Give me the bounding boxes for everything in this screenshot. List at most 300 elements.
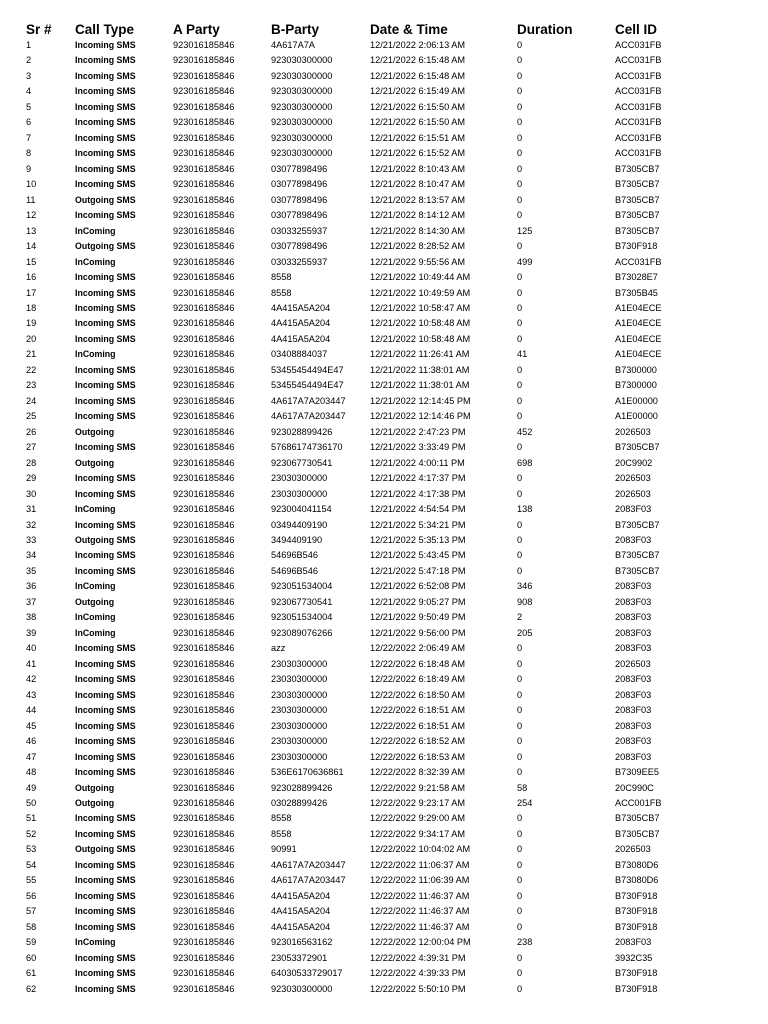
table-row xyxy=(26,610,725,625)
cell-duration: 0 xyxy=(517,859,523,870)
table-row xyxy=(26,440,725,455)
cell-call-type: Incoming SMS xyxy=(75,875,136,886)
cell-sr: 27 xyxy=(26,442,37,453)
cell-sr: 36 xyxy=(26,581,37,592)
cell-date-time: 12/22/2022 8:32:39 AM xyxy=(370,767,466,778)
cell-a-party: 923016185846 xyxy=(173,148,235,159)
cell-sr: 58 xyxy=(26,921,37,932)
cell-sr: 55 xyxy=(26,875,37,886)
cell-cell-id: ACC031FB xyxy=(615,40,662,50)
cell-duration: 0 xyxy=(517,194,523,205)
cell-duration: 0 xyxy=(517,519,523,530)
table-row xyxy=(26,131,725,146)
cell-b-party: 23030300000 xyxy=(271,658,328,669)
cell-cell-id: ACC001FB xyxy=(615,797,662,808)
table-row xyxy=(26,84,725,99)
cell-call-type: Incoming SMS xyxy=(75,411,136,422)
cell-date-time: 12/21/2022 4:17:38 PM xyxy=(370,488,466,499)
cell-duration: 0 xyxy=(517,921,523,932)
cell-sr: 10 xyxy=(26,179,37,190)
cell-date-time: 12/21/2022 10:58:48 AM xyxy=(370,318,471,329)
table-row xyxy=(26,873,725,888)
table-row xyxy=(26,750,725,765)
cell-duration: 0 xyxy=(517,689,523,700)
cell-sr: 59 xyxy=(26,937,37,948)
cell-date-time: 12/22/2022 9:29:00 AM xyxy=(370,813,466,824)
cell-cell-id: B730F918 xyxy=(615,890,658,901)
cell-call-type: InComing xyxy=(75,612,116,623)
cell-cell-id: B730F918 xyxy=(615,241,658,252)
cell-duration: 0 xyxy=(517,333,523,344)
table-row xyxy=(26,982,725,997)
cell-a-party: 923016185846 xyxy=(173,906,235,917)
cell-b-party: 536E6170636861 xyxy=(271,767,344,778)
cell-a-party: 923016185846 xyxy=(173,179,235,190)
cell-duration: 0 xyxy=(517,983,523,994)
cell-sr: 21 xyxy=(26,349,37,360)
cell-date-time: 12/22/2022 6:18:51 AM xyxy=(370,705,466,716)
cell-cell-id: B7305CB7 xyxy=(615,519,660,530)
table-row xyxy=(26,827,725,842)
header-row xyxy=(26,21,725,38)
cell-call-type: Incoming SMS xyxy=(75,287,136,298)
cell-sr: 56 xyxy=(26,890,37,901)
cell-date-time: 12/21/2022 4:00:11 PM xyxy=(370,457,465,468)
cell-cell-id: A1E04ECE xyxy=(615,302,662,313)
cell-a-party: 923016185846 xyxy=(173,519,235,530)
cell-call-type: Incoming SMS xyxy=(75,473,136,484)
cell-a-party: 923016185846 xyxy=(173,797,235,808)
cell-a-party: 923016185846 xyxy=(173,117,235,128)
cell-b-party: 923051534004 xyxy=(271,581,333,592)
cell-sr: 42 xyxy=(26,674,37,685)
cell-cell-id: B7305CB7 xyxy=(615,179,660,190)
cell-call-type: Incoming SMS xyxy=(75,906,136,917)
cell-call-type: Incoming SMS xyxy=(75,442,136,453)
cell-sr: 6 xyxy=(26,117,32,128)
cell-a-party: 923016185846 xyxy=(173,828,235,839)
call-records-table xyxy=(26,21,725,997)
cell-b-party: 53455454494E47 xyxy=(271,364,344,375)
header-sr: Sr # xyxy=(26,22,52,37)
cell-b-party: 64030533729017 xyxy=(271,968,343,979)
cell-sr: 22 xyxy=(26,364,37,375)
cell-call-type: Incoming SMS xyxy=(75,890,136,901)
table-row xyxy=(26,301,725,316)
cell-b-party: 923030300000 xyxy=(271,101,333,112)
header-call-type: Call Type xyxy=(75,22,135,37)
cell-cell-id: B7305CB7 xyxy=(615,210,660,221)
cell-cell-id: 2083F03 xyxy=(615,627,652,638)
table-row xyxy=(26,966,725,981)
cell-cell-id: 20C9902 xyxy=(615,457,653,468)
cell-b-party: 03028899426 xyxy=(271,797,328,808)
cell-call-type: InComing xyxy=(75,225,116,236)
cell-a-party: 923016185846 xyxy=(173,364,235,375)
cell-sr: 23 xyxy=(26,380,37,391)
cell-cell-id: B730F918 xyxy=(615,906,658,917)
cell-date-time: 12/22/2022 6:18:50 AM xyxy=(370,689,466,700)
cell-call-type: InComing xyxy=(75,349,116,360)
cell-call-type: Incoming SMS xyxy=(75,767,136,778)
table-row xyxy=(26,548,725,563)
cell-cell-id: B7300000 xyxy=(615,380,657,391)
table-row xyxy=(26,595,725,610)
cell-cell-id: 2083F03 xyxy=(615,596,652,607)
cell-duration: 0 xyxy=(517,643,523,654)
cell-date-time: 12/21/2022 9:50:49 PM xyxy=(370,612,466,623)
cell-date-time: 12/21/2022 10:58:48 AM xyxy=(370,333,471,344)
cell-duration: 0 xyxy=(517,117,523,128)
cell-b-party: 4A617A7A xyxy=(271,40,315,50)
cell-sr: 44 xyxy=(26,705,37,716)
header-date-time: Date & Time xyxy=(370,22,448,37)
header-b-party: B-Party xyxy=(271,22,320,37)
cell-date-time: 12/22/2022 5:50:10 PM xyxy=(370,983,466,994)
cell-sr: 50 xyxy=(26,797,37,808)
table-row xyxy=(26,920,725,935)
cell-call-type: Incoming SMS xyxy=(75,550,136,561)
cell-cell-id: 20C990C xyxy=(615,782,654,793)
cell-duration: 0 xyxy=(517,875,523,886)
cell-call-type: Incoming SMS xyxy=(75,705,136,716)
cell-cell-id: 2026503 xyxy=(615,844,651,855)
cell-call-type: InComing xyxy=(75,504,116,515)
cell-duration: 2 xyxy=(517,612,523,623)
table-row xyxy=(26,781,725,796)
table-row xyxy=(26,564,725,579)
cell-date-time: 12/22/2022 12:00:04 PM xyxy=(370,937,471,948)
cell-duration: 0 xyxy=(517,906,523,917)
table-row xyxy=(26,811,725,826)
cell-duration: 0 xyxy=(517,132,523,143)
cell-call-type: Incoming SMS xyxy=(75,828,136,839)
cell-duration: 0 xyxy=(517,952,523,963)
cell-cell-id: B73028E7 xyxy=(615,272,658,283)
cell-duration: 0 xyxy=(517,968,523,979)
cell-cell-id: B7305CB7 xyxy=(615,163,660,174)
cell-a-party: 923016185846 xyxy=(173,674,235,685)
cell-call-type: Incoming SMS xyxy=(75,720,136,731)
cell-date-time: 12/21/2022 10:49:59 AM xyxy=(370,287,471,298)
cell-call-type: Incoming SMS xyxy=(75,86,136,97)
cell-call-type: Incoming SMS xyxy=(75,859,136,870)
table-row xyxy=(26,270,725,285)
cell-sr: 34 xyxy=(26,550,37,561)
cell-a-party: 923016185846 xyxy=(173,844,235,855)
cell-cell-id: ACC031FB xyxy=(615,148,662,159)
cell-date-time: 12/22/2022 11:06:39 AM xyxy=(370,875,470,886)
table-row xyxy=(26,239,725,254)
cell-cell-id: 2026503 xyxy=(615,658,651,669)
cell-b-party: 923030300000 xyxy=(271,70,333,81)
cell-call-type: Incoming SMS xyxy=(75,117,136,128)
cell-b-party: 23030300000 xyxy=(271,751,328,762)
cell-duration: 0 xyxy=(517,828,523,839)
cell-b-party: 23030300000 xyxy=(271,720,328,731)
cell-b-party: 23030300000 xyxy=(271,674,328,685)
cell-a-party: 923016185846 xyxy=(173,333,235,344)
cell-call-type: Incoming SMS xyxy=(75,272,136,283)
cell-b-party: 03408884037 xyxy=(271,349,328,360)
cell-call-type: Incoming SMS xyxy=(75,952,136,963)
cell-cell-id: 2083F03 xyxy=(615,535,652,545)
cell-cell-id: 2083F03 xyxy=(615,504,652,515)
cell-sr: 61 xyxy=(26,968,37,979)
cell-date-time: 12/22/2022 11:46:37 AM xyxy=(370,921,470,932)
table-row xyxy=(26,487,725,502)
cell-a-party: 923016185846 xyxy=(173,411,235,422)
cell-call-type: Outgoing SMS xyxy=(75,535,136,545)
cell-b-party: 23030300000 xyxy=(271,736,328,747)
cell-a-party: 923016185846 xyxy=(173,86,235,97)
cell-duration: 58 xyxy=(517,782,528,793)
cell-b-party: 923051534004 xyxy=(271,612,333,623)
cell-sr: 3 xyxy=(26,70,32,81)
cell-b-party: 4A415A5A204 xyxy=(271,302,331,313)
table-row xyxy=(26,69,725,84)
cell-sr: 9 xyxy=(26,163,32,174)
cell-duration: 0 xyxy=(517,550,523,561)
cell-sr: 16 xyxy=(26,272,37,283)
cell-sr: 60 xyxy=(26,952,37,963)
table-row xyxy=(26,672,725,687)
table-row xyxy=(26,641,725,656)
cell-b-party: 03033255937 xyxy=(271,225,328,236)
table-row xyxy=(26,579,725,594)
cell-cell-id: B730F918 xyxy=(615,983,658,994)
cell-sr: 5 xyxy=(26,101,32,112)
cell-b-party: 923030300000 xyxy=(271,86,333,97)
table-row xyxy=(26,425,725,440)
cell-date-time: 12/22/2022 4:39:33 PM xyxy=(370,968,466,979)
cell-duration: 0 xyxy=(517,272,523,283)
cell-a-party: 923016185846 xyxy=(173,596,235,607)
call-records-page xyxy=(26,21,746,997)
cell-duration: 0 xyxy=(517,101,523,112)
cell-date-time: 12/21/2022 6:15:51 AM xyxy=(370,132,466,143)
cell-sr: 62 xyxy=(26,983,37,994)
cell-cell-id: ACC031FB xyxy=(615,86,662,97)
cell-cell-id: B7305CB7 xyxy=(615,442,660,453)
cell-date-time: 12/21/2022 2:06:13 AM xyxy=(370,40,466,50)
cell-call-type: Outgoing SMS xyxy=(75,194,136,205)
table-row xyxy=(26,471,725,486)
cell-a-party: 923016185846 xyxy=(173,225,235,236)
cell-sr: 13 xyxy=(26,225,37,236)
cell-b-party: 23030300000 xyxy=(271,488,328,499)
cell-b-party: 90991 xyxy=(271,844,297,855)
cell-sr: 18 xyxy=(26,302,37,313)
cell-sr: 51 xyxy=(26,813,37,824)
cell-duration: 0 xyxy=(517,163,523,174)
cell-b-party: 23030300000 xyxy=(271,689,328,700)
cell-cell-id: ACC031FB xyxy=(615,101,662,112)
cell-cell-id: ACC031FB xyxy=(615,117,662,128)
cell-a-party: 923016185846 xyxy=(173,287,235,298)
cell-duration: 138 xyxy=(517,504,533,515)
cell-date-time: 12/21/2022 8:13:57 AM xyxy=(370,194,466,205)
cell-call-type: Incoming SMS xyxy=(75,55,136,66)
cell-a-party: 923016185846 xyxy=(173,921,235,932)
cell-date-time: 12/21/2022 6:15:48 AM xyxy=(370,55,466,66)
cell-sr: 52 xyxy=(26,828,37,839)
cell-b-party: 923016563162 xyxy=(271,937,333,948)
table-row xyxy=(26,378,725,393)
cell-call-type: Incoming SMS xyxy=(75,364,136,375)
cell-date-time: 12/22/2022 11:46:37 AM xyxy=(370,906,470,917)
cell-a-party: 923016185846 xyxy=(173,968,235,979)
cell-cell-id: 2083F03 xyxy=(615,751,652,762)
table-row xyxy=(26,363,725,378)
table-row xyxy=(26,904,725,919)
cell-date-time: 12/21/2022 9:56:00 PM xyxy=(370,627,466,638)
cell-duration: 698 xyxy=(517,457,533,468)
cell-date-time: 12/21/2022 8:10:47 AM xyxy=(370,179,466,190)
cell-b-party: 923030300000 xyxy=(271,132,333,143)
cell-duration: 0 xyxy=(517,813,523,824)
cell-sr: 46 xyxy=(26,736,37,747)
cell-date-time: 12/21/2022 9:55:56 AM xyxy=(370,256,466,267)
cell-a-party: 923016185846 xyxy=(173,318,235,329)
cell-date-time: 12/21/2022 8:10:43 AM xyxy=(370,163,466,174)
cell-call-type: Incoming SMS xyxy=(75,658,136,669)
cell-a-party: 923016185846 xyxy=(173,643,235,654)
cell-date-time: 12/21/2022 11:38:01 AM xyxy=(370,364,470,375)
cell-date-time: 12/21/2022 6:52:08 PM xyxy=(370,581,466,592)
cell-call-type: Incoming SMS xyxy=(75,148,136,159)
cell-sr: 35 xyxy=(26,565,37,576)
cell-duration: 238 xyxy=(517,937,533,948)
cell-date-time: 12/21/2022 5:43:45 PM xyxy=(370,550,466,561)
cell-duration: 452 xyxy=(517,426,533,437)
cell-duration: 499 xyxy=(517,256,533,267)
cell-call-type: Outgoing xyxy=(75,797,115,808)
cell-call-type: Incoming SMS xyxy=(75,70,136,81)
cell-sr: 25 xyxy=(26,411,37,422)
cell-a-party: 923016185846 xyxy=(173,720,235,731)
cell-b-party: 23030300000 xyxy=(271,705,328,716)
cell-a-party: 923016185846 xyxy=(173,705,235,716)
cell-cell-id: B7305CB7 xyxy=(615,550,660,561)
cell-a-party: 923016185846 xyxy=(173,132,235,143)
cell-sr: 11 xyxy=(26,194,36,205)
cell-date-time: 12/22/2022 6:18:49 AM xyxy=(370,674,466,685)
cell-duration: 0 xyxy=(517,40,523,50)
cell-duration: 254 xyxy=(517,797,533,808)
table-row xyxy=(26,688,725,703)
cell-sr: 29 xyxy=(26,473,37,484)
cell-cell-id: B7305B45 xyxy=(615,287,658,298)
table-row xyxy=(26,765,725,780)
cell-sr: 30 xyxy=(26,488,37,499)
cell-b-party: 4A617A7A203447 xyxy=(271,395,346,406)
cell-b-party: 03077898496 xyxy=(271,241,328,252)
cell-duration: 0 xyxy=(517,658,523,669)
cell-date-time: 12/21/2022 12:14:45 PM xyxy=(370,395,471,406)
cell-a-party: 923016185846 xyxy=(173,550,235,561)
cell-cell-id: B7305CB7 xyxy=(615,813,660,824)
cell-call-type: Incoming SMS xyxy=(75,210,136,221)
cell-b-party: azz xyxy=(271,643,286,654)
cell-b-party: 923030300000 xyxy=(271,983,333,994)
cell-sr: 19 xyxy=(26,318,37,329)
cell-sr: 14 xyxy=(26,241,37,252)
cell-date-time: 12/21/2022 8:14:12 AM xyxy=(370,210,466,221)
cell-date-time: 12/21/2022 8:28:52 AM xyxy=(370,241,466,252)
cell-duration: 0 xyxy=(517,86,523,97)
cell-duration: 205 xyxy=(517,627,533,638)
cell-duration: 0 xyxy=(517,210,523,221)
cell-b-party: 8558 xyxy=(271,287,292,298)
cell-b-party: 8558 xyxy=(271,813,292,824)
cell-date-time: 12/22/2022 9:21:58 AM xyxy=(370,782,466,793)
cell-date-time: 12/22/2022 6:18:53 AM xyxy=(370,751,466,762)
cell-a-party: 923016185846 xyxy=(173,380,235,391)
cell-a-party: 923016185846 xyxy=(173,952,235,963)
cell-date-time: 12/21/2022 10:58:47 AM xyxy=(370,302,471,313)
cell-call-type: Incoming SMS xyxy=(75,179,136,190)
cell-sr: 38 xyxy=(26,612,37,623)
cell-b-party: 3494409190 xyxy=(271,535,323,545)
cell-b-party: 54696B546 xyxy=(271,565,319,576)
cell-call-type: Outgoing SMS xyxy=(75,241,136,252)
cell-date-time: 12/22/2022 9:34:17 AM xyxy=(370,828,466,839)
cell-duration: 346 xyxy=(517,581,533,592)
cell-a-party: 923016185846 xyxy=(173,751,235,762)
cell-sr: 39 xyxy=(26,627,37,638)
cell-call-type: Incoming SMS xyxy=(75,565,136,576)
cell-cell-id: A1E04ECE xyxy=(615,349,662,360)
cell-date-time: 12/22/2022 11:46:37 AM xyxy=(370,890,470,901)
cell-cell-id: B7305CB7 xyxy=(615,828,660,839)
cell-cell-id: 2083F03 xyxy=(615,736,652,747)
cell-b-party: 53455454494E47 xyxy=(271,380,344,391)
cell-call-type: Incoming SMS xyxy=(75,163,136,174)
cell-sr: 26 xyxy=(26,426,37,437)
cell-duration: 0 xyxy=(517,55,523,66)
cell-sr: 43 xyxy=(26,689,37,700)
cell-sr: 24 xyxy=(26,395,37,406)
table-row xyxy=(26,208,725,223)
cell-a-party: 923016185846 xyxy=(173,767,235,778)
cell-b-party: 4A415A5A204 xyxy=(271,333,331,344)
cell-duration: 0 xyxy=(517,720,523,731)
cell-cell-id: 2083F03 xyxy=(615,674,652,685)
cell-call-type: InComing xyxy=(75,256,116,267)
cell-a-party: 923016185846 xyxy=(173,302,235,313)
cell-a-party: 923016185846 xyxy=(173,55,235,66)
cell-sr: 17 xyxy=(26,287,37,298)
cell-a-party: 923016185846 xyxy=(173,163,235,174)
cell-call-type: Incoming SMS xyxy=(75,519,136,530)
cell-a-party: 923016185846 xyxy=(173,256,235,267)
cell-call-type: Outgoing xyxy=(75,457,115,468)
cell-duration: 0 xyxy=(517,287,523,298)
cell-sr: 54 xyxy=(26,859,37,870)
cell-sr: 20 xyxy=(26,333,37,344)
cell-cell-id: B730F918 xyxy=(615,921,658,932)
cell-cell-id: 3932C35 xyxy=(615,952,653,963)
cell-cell-id: ACC031FB xyxy=(615,132,662,143)
cell-sr: 33 xyxy=(26,535,37,545)
cell-cell-id: A1E04ECE xyxy=(615,318,662,329)
cell-a-party: 923016185846 xyxy=(173,442,235,453)
cell-duration: 0 xyxy=(517,148,523,159)
cell-b-party: 923028899426 xyxy=(271,426,333,437)
cell-b-party: 03077898496 xyxy=(271,179,328,190)
cell-sr: 15 xyxy=(26,256,37,267)
